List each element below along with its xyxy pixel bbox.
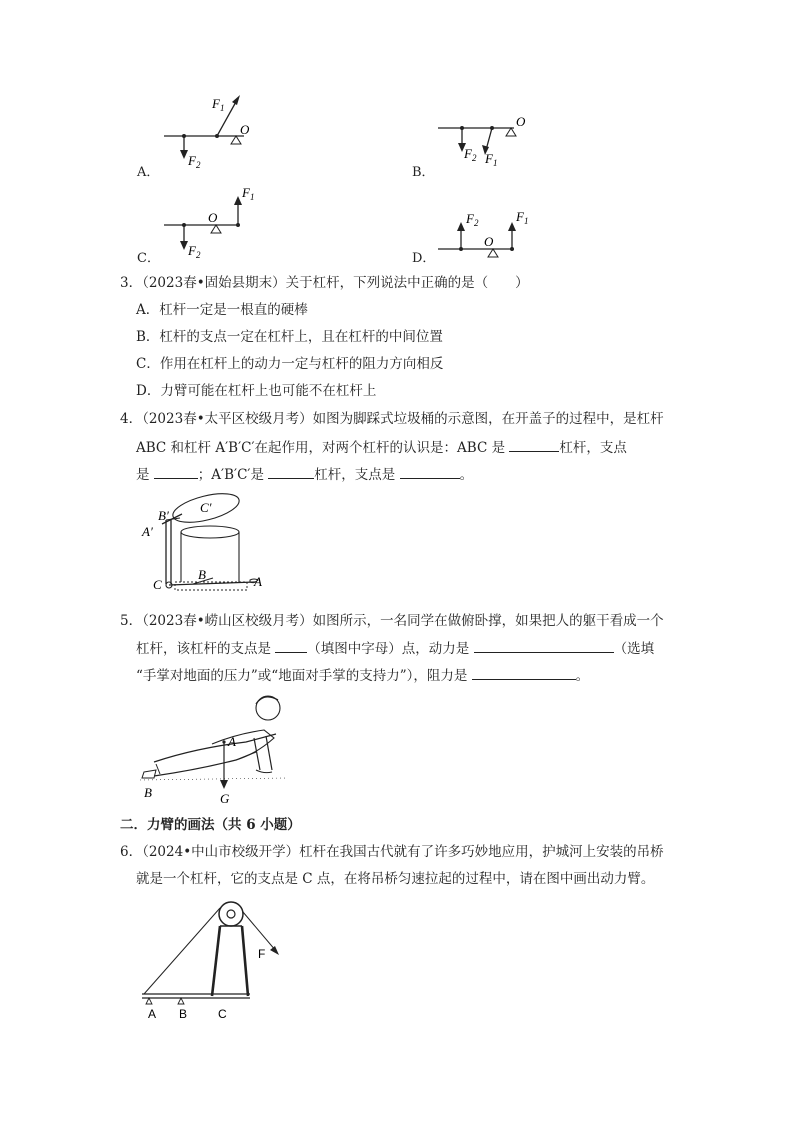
c-label: C [153, 577, 162, 592]
answer-blank[interactable] [509, 437, 559, 452]
answer-blank[interactable] [400, 464, 460, 479]
lever-diagram-a [160, 92, 260, 177]
fulcrum-label: O [484, 234, 494, 249]
lever-diagram-d [434, 203, 544, 263]
option-d: D．力臂可能在杠杆上也可能不在杠杆上 [136, 383, 377, 399]
c-label: C [218, 1007, 227, 1021]
option-b: B．杠杆的支点一定在杠杆上，且在杠杆的中间位置 [136, 329, 443, 345]
answer-blank[interactable] [474, 638, 614, 653]
answer-blank[interactable] [268, 464, 314, 479]
c-prime-label: C′ [200, 500, 212, 515]
a-prime-label: A′ [142, 524, 153, 539]
a-label: A [148, 1007, 157, 1021]
question-stem-line1: 5．（2023春•崂山区校级月考）如图所示，一名同学在做俯卧撑，如果把人的躯干看成一个 [120, 613, 664, 629]
question-stem-line1: 4．（2023春•太平区校级月考）如图为脚踩式垃圾桶的示意图，在开盖子的过程中，是杠杆 [120, 411, 664, 427]
force-label: F [258, 947, 266, 961]
f1-label: $F_1$ [516, 209, 529, 226]
fulcrum-label: O [208, 210, 218, 225]
question-stem-line1: 6．（2024•中山市校级开学）杠杆在我国古代就有了许多巧妙地应用，护城河上安装的吊桥 [120, 844, 664, 860]
section-title: 二．力臂的画法（共 6 小题） [120, 817, 301, 833]
lever-diagram-c [160, 183, 260, 263]
a-label: A [228, 734, 236, 749]
lever-diagram-b [434, 112, 534, 177]
question-stem-line2: 就是一个杠杆，它的支点是 C 点，在将吊桥匀速拉起的过程中，请在图中画出动力臂。 [136, 871, 655, 887]
answer-blank[interactable] [472, 665, 576, 680]
b-label: B [198, 567, 206, 582]
f1-label: $F_1$ [242, 185, 255, 202]
b-label: B [144, 785, 152, 800]
f1-label: $F_1$ [212, 96, 225, 113]
option-label: A． [137, 165, 160, 180]
answer-blank[interactable] [154, 464, 198, 479]
a-label: A [254, 574, 262, 589]
trash-can-diagram [138, 490, 268, 596]
question-stem-line2: ABC 和杠杆 A′B′C′在起作用，对两个杠杆的认识是：ABC 是 杠杆，支点 [136, 437, 627, 458]
f2-label: $F_2$ [188, 243, 201, 260]
option-label: B． [412, 165, 435, 180]
question-stem-line2: 杠杆，该杠杆的支点是 （填图中字母）点，动力是 （选填 [136, 638, 654, 659]
f2-label: $F_2$ [464, 146, 477, 163]
fulcrum-label: O [516, 114, 526, 129]
pushup-diagram [136, 690, 296, 808]
g-label: G [220, 791, 230, 806]
fulcrum-label: O [240, 122, 250, 137]
f2-label: $F_2$ [188, 153, 201, 170]
b-label: B [179, 1007, 188, 1021]
question-stem-line3: 是 ；A′B′C′是 杠杆，支点是 。 [136, 464, 473, 485]
f2-label: $F_2$ [466, 211, 479, 228]
option-label: C． [137, 251, 160, 266]
option-c: C．作用在杠杆上的动力一定与杠杆的阻力方向相反 [136, 356, 444, 372]
question-stem-line3: “手掌对地面的压力”或“地面对手掌的支持力”），阻力是 。 [136, 665, 589, 686]
option-label: D． [412, 251, 436, 266]
drawbridge-diagram [136, 894, 296, 1024]
f1-label: $F_1$ [485, 151, 498, 168]
answer-blank[interactable] [275, 638, 307, 653]
b-prime-label: B′ [158, 508, 169, 523]
option-a: A．杠杆一定是一根直的硬棒 [136, 302, 308, 318]
question-stem: 3．（2023春•固始县期末）关于杠杆，下列说法中正确的是（ ） [120, 275, 529, 291]
